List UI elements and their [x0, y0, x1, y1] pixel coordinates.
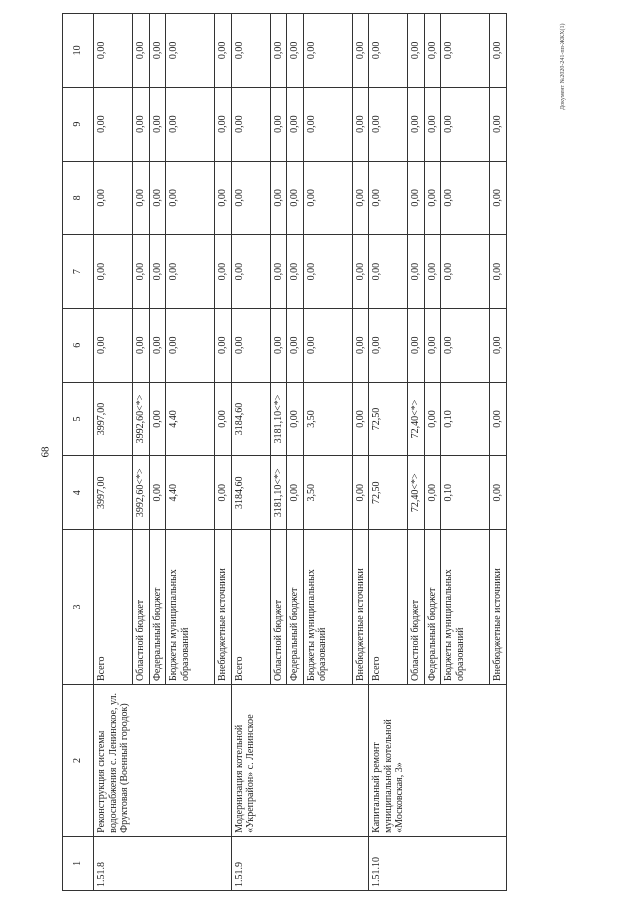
value-cell: 0,00 — [231, 14, 270, 88]
value-cell: 0,00 — [352, 308, 369, 382]
value-cell: 0,00 — [352, 235, 369, 309]
item-name: Капитальный ремонт муниципальной котельной «Московская, 3» — [369, 685, 507, 837]
value-cell: 0,00 — [94, 308, 133, 382]
header-cell: 3 — [63, 530, 94, 685]
value-cell: 0,00 — [287, 308, 304, 382]
header-cell: 4 — [63, 456, 94, 530]
value-cell: 0,00 — [149, 87, 166, 161]
value-cell: 0,00 — [441, 308, 490, 382]
page-number: 68 — [39, 446, 52, 458]
value-cell: 0,00 — [149, 382, 166, 456]
value-cell: 0,00 — [369, 235, 408, 309]
value-cell: 0,00 — [303, 87, 352, 161]
value-cell: 4,40 — [166, 382, 215, 456]
value-cell: 0,00 — [490, 456, 507, 530]
value-cell: 0,00 — [215, 14, 232, 88]
value-cell: 0,00 — [441, 87, 490, 161]
value-cell: 3997,00 — [94, 456, 133, 530]
item-number: 1.51.10 — [369, 836, 507, 890]
value-cell: 0,00 — [231, 161, 270, 235]
item-number: 1.51.9 — [231, 836, 369, 890]
value-cell: 0,00 — [133, 235, 150, 309]
value-cell: 0,00 — [166, 87, 215, 161]
funding-source: Внебюджетные источники — [215, 530, 232, 685]
value-cell: 0,00 — [424, 235, 441, 309]
value-cell: 0,00 — [424, 456, 441, 530]
value-cell: 3,50 — [303, 382, 352, 456]
value-cell: 3184,60 — [231, 456, 270, 530]
funding-source: Федеральный бюджет — [424, 530, 441, 685]
value-cell: 0,00 — [424, 161, 441, 235]
value-cell: 0,00 — [441, 161, 490, 235]
value-cell: 0,00 — [408, 308, 425, 382]
value-cell: 0,00 — [270, 161, 287, 235]
value-cell: 0,00 — [149, 308, 166, 382]
value-cell: 0,00 — [133, 308, 150, 382]
value-cell: 0,00 — [424, 382, 441, 456]
value-cell: 0,00 — [215, 382, 232, 456]
value-cell: 0,00 — [441, 235, 490, 309]
table-body — [94, 14, 507, 891]
value-cell: 0,00 — [408, 161, 425, 235]
funding-source: Всего — [94, 530, 133, 685]
value-cell: 0,00 — [352, 87, 369, 161]
value-cell: 0,00 — [424, 14, 441, 88]
value-cell: 0,00 — [303, 14, 352, 88]
rotated-table-container — [62, 13, 624, 891]
value-cell: 0,00 — [303, 308, 352, 382]
value-cell: 0,00 — [490, 382, 507, 456]
table-row — [231, 14, 270, 891]
value-cell: 0,00 — [133, 14, 150, 88]
value-cell: 4,40 — [166, 456, 215, 530]
value-cell: 3997,00 — [94, 382, 133, 456]
value-cell: 0,00 — [215, 456, 232, 530]
value-cell: 0,00 — [270, 87, 287, 161]
funding-source: Всего — [231, 530, 270, 685]
value-cell: 0,00 — [303, 161, 352, 235]
value-cell: 0,00 — [231, 308, 270, 382]
value-cell: 0,00 — [352, 161, 369, 235]
value-cell: 3992,60<*> — [133, 382, 150, 456]
value-cell: 0,00 — [270, 14, 287, 88]
value-cell: 0,00 — [369, 161, 408, 235]
value-cell: 0,00 — [133, 87, 150, 161]
value-cell: 0,00 — [270, 235, 287, 309]
funding-source: Бюджеты муниципальных образований — [166, 530, 215, 685]
value-cell: 3992,60<*> — [133, 456, 150, 530]
value-cell: 0,00 — [287, 456, 304, 530]
value-cell: 0,00 — [408, 87, 425, 161]
value-cell: 0,00 — [94, 161, 133, 235]
table-row — [369, 14, 408, 891]
funding-source: Федеральный бюджет — [287, 530, 304, 685]
header-cell: 5 — [63, 382, 94, 456]
value-cell: 0,00 — [215, 308, 232, 382]
header-cell: 7 — [63, 235, 94, 309]
header-cell: 6 — [63, 308, 94, 382]
value-cell: 0,00 — [352, 456, 369, 530]
value-cell: 0,00 — [149, 456, 166, 530]
value-cell: 0,00 — [352, 14, 369, 88]
budget-table — [62, 13, 507, 891]
header-row — [63, 14, 94, 891]
value-cell: 0,00 — [369, 308, 408, 382]
value-cell: 0,00 — [303, 235, 352, 309]
value-cell: 0,00 — [166, 161, 215, 235]
value-cell: 72,50 — [369, 456, 408, 530]
value-cell: 0,10 — [441, 456, 490, 530]
value-cell: 0,00 — [408, 235, 425, 309]
header-cell: 2 — [63, 685, 94, 837]
value-cell: 72,50 — [369, 382, 408, 456]
header-cell: 10 — [63, 14, 94, 88]
value-cell: 72,40<*> — [408, 382, 425, 456]
value-cell: 3184,60 — [231, 382, 270, 456]
value-cell: 0,00 — [166, 235, 215, 309]
funding-source: Всего — [369, 530, 408, 685]
value-cell: 0,00 — [215, 235, 232, 309]
document-code: Документ №2020-241-пп-ЖКХ(1) — [560, 23, 566, 110]
value-cell: 0,00 — [231, 235, 270, 309]
funding-source: Областной бюджет — [133, 530, 150, 685]
header-cell: 1 — [63, 836, 94, 890]
value-cell: 0,00 — [369, 87, 408, 161]
value-cell: 0,00 — [490, 308, 507, 382]
value-cell: 0,00 — [287, 235, 304, 309]
funding-source: Областной бюджет — [408, 530, 425, 685]
funding-source: Бюджеты муниципальных образований — [303, 530, 352, 685]
value-cell: 0,00 — [441, 14, 490, 88]
value-cell: 0,00 — [166, 308, 215, 382]
value-cell: 0,00 — [215, 87, 232, 161]
value-cell: 0,00 — [287, 382, 304, 456]
item-name: Реконструкция системы водоснабжения с. Ленинское, ул. Фруктовая (Военный городок) — [94, 685, 232, 837]
value-cell: 0,00 — [270, 308, 287, 382]
funding-source: Внебюджетные источники — [490, 530, 507, 685]
value-cell: 0,00 — [149, 14, 166, 88]
funding-source: Федеральный бюджет — [149, 530, 166, 685]
value-cell: 0,00 — [490, 14, 507, 88]
funding-source: Областной бюджет — [270, 530, 287, 685]
value-cell: 0,00 — [94, 87, 133, 161]
value-cell: 0,00 — [231, 87, 270, 161]
value-cell: 0,00 — [424, 308, 441, 382]
value-cell: 3181,10<*> — [270, 456, 287, 530]
rotated-page — [62, 13, 624, 891]
value-cell: 0,00 — [215, 161, 232, 235]
value-cell: 0,00 — [287, 87, 304, 161]
value-cell: 0,00 — [490, 87, 507, 161]
value-cell: 72,40<*> — [408, 456, 425, 530]
value-cell: 0,00 — [166, 14, 215, 88]
table-row — [94, 14, 133, 891]
value-cell: 0,00 — [287, 161, 304, 235]
value-cell: 0,00 — [352, 382, 369, 456]
value-cell: 0,00 — [424, 87, 441, 161]
value-cell: 0,00 — [490, 161, 507, 235]
header-cell: 9 — [63, 87, 94, 161]
value-cell: 0,00 — [149, 235, 166, 309]
funding-source: Бюджеты муниципальных образований — [441, 530, 490, 685]
value-cell: 0,00 — [287, 14, 304, 88]
value-cell: 0,00 — [94, 14, 133, 88]
value-cell: 0,00 — [408, 14, 425, 88]
value-cell: 0,00 — [369, 14, 408, 88]
header-cell: 8 — [63, 161, 94, 235]
value-cell: 0,00 — [94, 235, 133, 309]
value-cell: 0,10 — [441, 382, 490, 456]
value-cell: 3,50 — [303, 456, 352, 530]
funding-source: Внебюджетные источники — [352, 530, 369, 685]
value-cell: 3181,10<*> — [270, 382, 287, 456]
item-number: 1.51.8 — [94, 836, 232, 890]
value-cell: 0,00 — [133, 161, 150, 235]
value-cell: 0,00 — [149, 161, 166, 235]
item-name: Модернизация котельной «Укрепрайон» с. Ленинское — [231, 685, 369, 837]
value-cell: 0,00 — [490, 235, 507, 309]
